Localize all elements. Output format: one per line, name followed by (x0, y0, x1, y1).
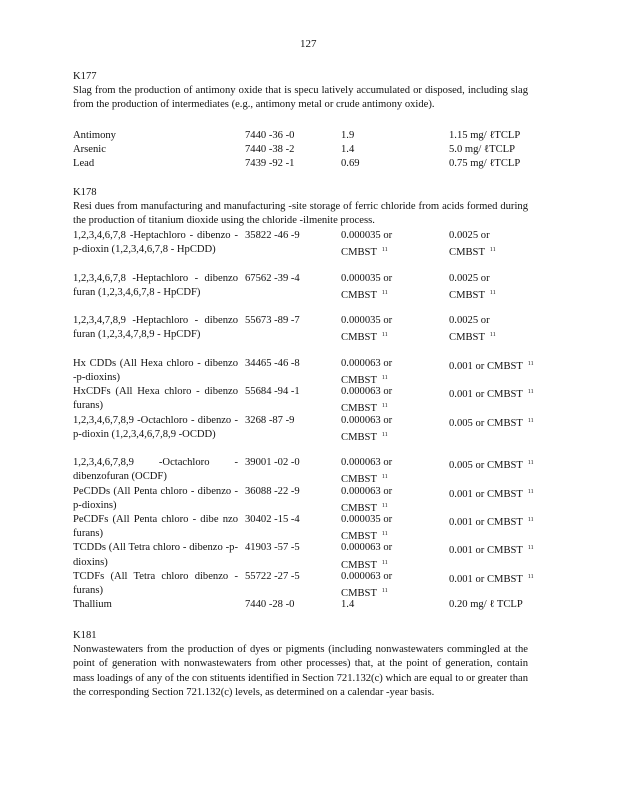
cas-number: 55722 -27 -5 (245, 570, 300, 582)
waste-code: K178 (73, 187, 97, 198)
standard-value: 0.000063 or CMBST (341, 414, 393, 443)
footnote-ref: 11 (527, 545, 534, 552)
standard-value: 0.000063 or CMBST (341, 570, 393, 599)
constituent-name: 1,2,3,4,6,7,8,9 -Octachloro - dibenzo -p-dioxin (1,2,3,4,6,7,8,9 -OCDD) (73, 414, 238, 440)
table-row (73, 456, 534, 486)
footnote-ref: 11 (381, 531, 388, 538)
table-row (73, 314, 528, 357)
constituent-name: 1,2,3,4,6,7,8,9 -Octachloro - dibenzofuran (OCDF) (73, 457, 238, 483)
footnote-ref: 11 (381, 474, 388, 481)
section-k178 (73, 186, 528, 229)
table-row (73, 385, 534, 415)
constituent-name: TCDFs (All Tetra chloro dibenzo - furans) (73, 570, 238, 596)
nonwastewater-standard (449, 456, 549, 473)
wastewater-standard (341, 541, 421, 572)
wastewater-standard (341, 314, 421, 345)
standard-value: 0.000063 or CMBST (341, 485, 393, 514)
nonwastewater-standard (449, 357, 549, 374)
wastewater-standard: 1.4 (341, 144, 355, 156)
constituent-name: Lead (73, 158, 95, 170)
table-row (73, 598, 528, 612)
wastewater-standard (341, 272, 421, 303)
footnote-ref: 11 (381, 502, 388, 509)
cas-number: 7439 -92 -1 (245, 158, 295, 170)
constituent-name: Antimony (73, 130, 116, 141)
footnote-ref: 11 (527, 389, 534, 396)
waste-code: K177 (73, 71, 97, 82)
wastewater-standard (341, 485, 421, 516)
footnote-ref: 11 (527, 488, 534, 495)
constituent-name: Arsenic (73, 144, 106, 156)
table-row (73, 357, 534, 386)
cas-number: 7440 -36 -0 (245, 130, 295, 141)
table-row (73, 143, 528, 157)
cas-number: 55673 -89 -7 (245, 315, 300, 327)
standard-value-cont: CMBST (449, 332, 485, 344)
wastewater-standard: 1.4 (341, 599, 355, 611)
footnote-ref: 11 (489, 332, 496, 339)
waste-code: K181 (73, 630, 97, 641)
footnote-ref: 11 (381, 587, 388, 594)
k177-table (73, 129, 528, 172)
nonwastewater-standard (449, 414, 549, 431)
nonwastewater-standard (449, 485, 549, 502)
wastewater-standard: 0.69 (341, 158, 360, 170)
wastewater-standard (341, 357, 421, 388)
footnote-ref: 11 (489, 289, 496, 296)
section-k181 (73, 629, 528, 700)
footnote-ref: 11 (381, 374, 388, 381)
footnote-ref: 11 (527, 360, 534, 367)
standard-value: 0.005 or CMBST (449, 460, 523, 472)
wastewater-standard (341, 456, 421, 487)
footnote-ref: 11 (381, 247, 388, 254)
table-row (73, 513, 534, 543)
nonwastewater-standard (449, 385, 549, 402)
standard-value: 0.000063 or CMBST (341, 542, 393, 571)
constituent-name: Thallium (73, 599, 112, 611)
standard-value: 0.000035 or CMBST (341, 315, 393, 344)
nonwastewater-standard (449, 229, 549, 260)
table-row (73, 414, 534, 457)
footnote-ref: 11 (527, 460, 534, 467)
table-row (73, 229, 528, 272)
cas-number: 36088 -22 -9 (245, 485, 300, 497)
footnote-ref: 11 (381, 431, 388, 438)
cas-number: 7440 -38 -2 (245, 144, 295, 156)
waste-description: Slag from the production of antimony oxide that is specu latively accumulated or disposed, including slag from the production of intermediates (e.g., antimony metal or crude antimony oxide). (73, 85, 528, 111)
standard-value: 0.0025 or (449, 315, 490, 327)
table-row (73, 541, 534, 571)
nonwastewater-standard (449, 570, 549, 587)
standard-value: 0.005 or CMBST (449, 417, 523, 429)
standard-value: 0.0025 or (449, 230, 490, 241)
waste-description: Nonwastewaters from the production of dyes or pigments (including nonwastewaters commingled at the point of generation with nonwastewaters from other processes) that, at the point of generation, contain mass loadings of any of the con stituents identified in Section 721.132(c) which are equal to or greater than the corresponding Section 721.132(c) levels, as determined on a calendar -year basis. (73, 644, 528, 698)
constituent-name: TCDDs (All Tetra chloro - dibenzo -p-dioxins) (73, 542, 238, 568)
standard-value-cont: CMBST (449, 247, 485, 259)
table-row (73, 129, 528, 143)
nonwastewater-standard (449, 513, 549, 530)
constituent-name: 1,2,3,4,7,8,9 -Heptachloro - dibenzo furan (1,2,3,4,7,8,9 - HpCDF) (73, 315, 238, 341)
k178-table (73, 229, 534, 612)
table-row (73, 272, 528, 315)
waste-description: Resi dues from manufacturing and manufacturing -site storage of ferric chloride from acids formed during the production of titanium dioxide using the chloride -ilmenite process. (73, 201, 528, 227)
constituent-name: PeCDFs (All Penta chloro - dibe nzo furans) (73, 513, 238, 540)
constituent-name: HxCDFs (All Hexa chloro - dibenzo furans) (73, 386, 238, 412)
standard-value: 0.000063 or CMBST (341, 357, 393, 386)
nonwastewater-standard (449, 541, 549, 558)
footnote-ref: 11 (381, 289, 388, 296)
table-row (73, 485, 534, 514)
footnote-ref: 11 (527, 417, 534, 424)
cas-number: 67562 -39 -4 (245, 272, 300, 284)
cas-number: 41903 -57 -5 (245, 542, 300, 554)
standard-value: 0.000063 or CMBST (341, 386, 393, 415)
constituent-name: 1,2,3,4,6,7,8 -Heptachloro - dibenzo -p-dioxin (1,2,3,4,6,7,8 - HpCDD) (73, 230, 238, 256)
footnote-ref: 11 (489, 247, 496, 254)
footnote-ref: 11 (381, 332, 388, 339)
standard-value: 0.000063 or CMBST (341, 457, 393, 486)
wastewater-standard (341, 385, 421, 416)
cas-number: 3268 -87 -9 (245, 414, 295, 426)
standard-value: 0.001 or CMBST (449, 389, 523, 401)
standard-value: 0.000035 or CMBST (341, 230, 393, 259)
table-row (73, 570, 534, 599)
standard-value: 0.001 or CMBST (449, 488, 523, 500)
wastewater-standard (341, 229, 421, 260)
standard-value: 0.000035 or CMBST (341, 513, 393, 543)
section-k177 (73, 70, 528, 113)
standard-value-cont: CMBST (449, 289, 485, 301)
constituent-name: Hx CDDs (All Hexa chloro - dibenzo -p-dioxins) (73, 357, 238, 383)
nonwastewater-standard (449, 314, 549, 345)
nonwastewater-standard: 5.0 mg/ ℓTCLP (449, 144, 515, 156)
footnote-ref: 11 (381, 403, 388, 410)
wastewater-standard (341, 513, 421, 544)
cas-number: 39001 -02 -0 (245, 457, 300, 469)
cas-number: 7440 -28 -0 (245, 599, 295, 611)
cas-number: 35822 -46 -9 (245, 230, 300, 241)
nonwastewater-standard: 1.15 mg/ ℓTCLP (449, 130, 521, 141)
constituent-name: 1,2,3,4,6,7,8 -Heptachloro - dibenzo furan (1,2,3,4,6,7,8 - HpCDF) (73, 272, 238, 298)
wastewater-standard (341, 414, 421, 445)
standard-value: 0.001 or CMBST (449, 545, 523, 557)
footnote-ref: 11 (527, 573, 534, 580)
nonwastewater-standard: 0.20 mg/ ℓ TCLP (449, 599, 523, 611)
constituent-name: PeCDDs (All Penta chloro - dibenzo -p-dioxins) (73, 485, 238, 511)
footnote-ref: 11 (527, 516, 534, 523)
standard-value: 0.0025 or (449, 272, 490, 284)
wastewater-standard: 1.9 (341, 130, 355, 141)
cas-number: 30402 -15 -4 (245, 513, 300, 525)
cas-number: 55684 -94 -1 (245, 386, 300, 398)
standard-value: 0.001 or CMBST (449, 573, 523, 585)
nonwastewater-standard: 0.75 mg/ ℓTCLP (449, 158, 521, 170)
standard-value: 0.000035 or CMBST (341, 272, 393, 301)
footnote-ref: 11 (381, 559, 388, 566)
page-number: 127 (300, 38, 317, 50)
table-row (73, 157, 528, 171)
standard-value: 0.001 or CMBST (449, 360, 523, 372)
cas-number: 34465 -46 -8 (245, 357, 300, 369)
nonwastewater-standard (449, 272, 549, 303)
standard-value: 0.001 or CMBST (449, 516, 523, 528)
wastewater-standard (341, 570, 421, 601)
